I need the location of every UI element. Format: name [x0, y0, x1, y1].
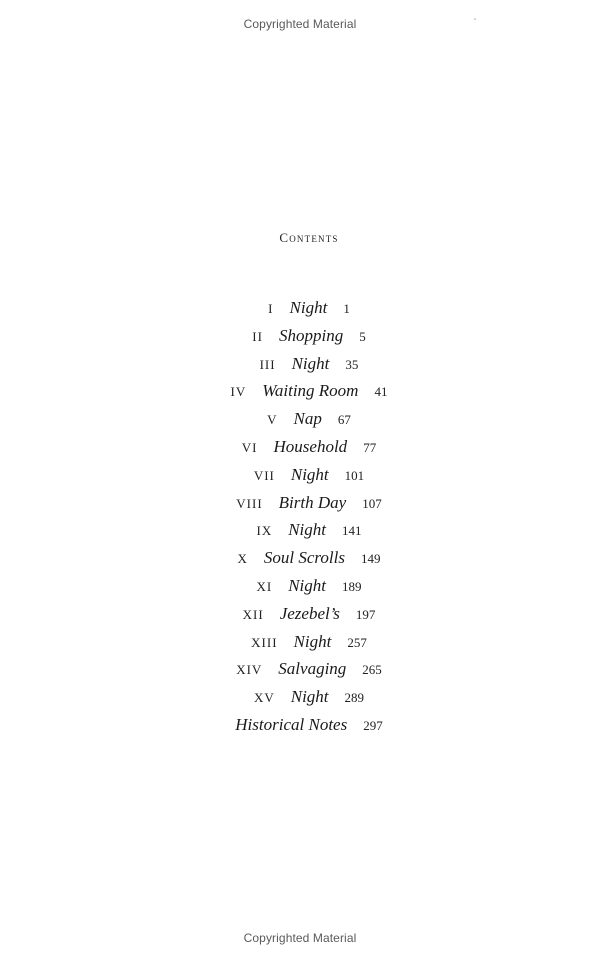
page-number: 197: [355, 606, 376, 622]
chapter-numeral: V: [267, 412, 278, 428]
toc-entry: [0, 493, 600, 521]
toc-entry: [0, 465, 600, 493]
chapter-title: Nap: [293, 409, 322, 429]
chapter-numeral: IX: [256, 523, 273, 539]
page-number: 35: [345, 356, 359, 372]
copyright-watermark-top: Copyrighted Material: [243, 17, 357, 31]
page-number: 189: [342, 578, 362, 594]
chapter-numeral: XII: [242, 606, 264, 622]
chapter-numeral: VIII: [236, 495, 263, 511]
scan-artifact: [474, 18, 476, 20]
toc-entry: [0, 326, 600, 354]
page-number: 297: [363, 717, 383, 733]
chapter-title: Night: [290, 464, 329, 484]
chapter-title: Household: [273, 436, 348, 456]
page-number: 77: [363, 439, 377, 455]
toc-entry-historical-notes: [0, 715, 600, 743]
table-of-contents: [0, 298, 600, 743]
chapter-title: Birth Day: [278, 492, 347, 512]
chapter-title: Night: [288, 575, 326, 595]
chapter-title: Soul Scrolls: [263, 548, 345, 568]
copyright-watermark-bottom: Copyrighted Material: [243, 931, 357, 945]
page-number: 107: [362, 495, 382, 511]
page-number: 41: [374, 384, 388, 400]
chapter-title: Waiting Room: [262, 381, 359, 401]
toc-entry: [0, 520, 600, 548]
page-number: 1: [343, 301, 350, 316]
toc-entry: [0, 437, 600, 465]
chapter-title: Shopping: [278, 325, 344, 345]
chapter-title: Historical Notes: [235, 714, 348, 734]
toc-entry: [0, 548, 600, 576]
toc-entry: [0, 632, 600, 660]
chapter-numeral: XI: [256, 578, 273, 594]
toc-entry: [0, 381, 600, 409]
chapter-numeral: I: [268, 301, 274, 316]
toc-entry: [0, 576, 600, 604]
toc-entry: [0, 409, 600, 437]
chapter-numeral: II: [252, 328, 263, 344]
chapter-title: Salvaging: [278, 659, 347, 679]
page-number: 149: [360, 551, 381, 567]
chapter-numeral: XIV: [236, 662, 263, 678]
chapter-numeral: XV: [253, 690, 275, 706]
toc-entry: [0, 687, 600, 715]
chapter-title: Jezebel’s: [279, 603, 340, 623]
page-number: 67: [337, 412, 351, 428]
chapter-title: Night: [288, 520, 326, 540]
chapter-numeral: X: [237, 551, 248, 567]
chapter-numeral: III: [259, 356, 276, 372]
toc-entry: [0, 298, 600, 326]
page-number: 101: [344, 467, 365, 483]
page-number: 141: [342, 523, 362, 539]
toc-entry: [0, 604, 600, 632]
chapter-title: Night: [291, 353, 330, 373]
chapter-numeral: VII: [253, 467, 275, 483]
chapter-title: Night: [293, 631, 332, 651]
chapter-title: Night: [289, 298, 328, 317]
chapter-numeral: IV: [230, 384, 247, 400]
page-number: 5: [359, 328, 366, 344]
chapter-title: Night: [290, 687, 329, 707]
page-number: 257: [347, 634, 367, 650]
toc-entry: [0, 354, 600, 382]
contents-heading: Contents: [279, 230, 339, 245]
page-number: 265: [362, 662, 382, 678]
toc-entry: [0, 659, 600, 687]
page-number: 289: [344, 690, 365, 706]
chapter-numeral: VI: [241, 439, 258, 455]
chapter-numeral: XIII: [251, 634, 278, 650]
